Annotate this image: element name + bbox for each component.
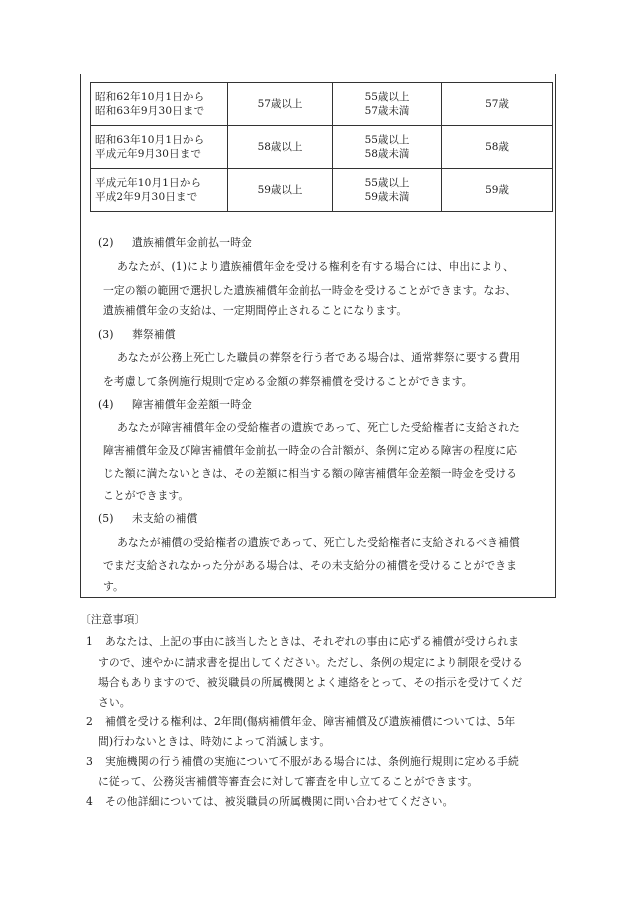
- note-line: に従って、公務災害補償等審査会に対して審査を申し立てることができます。: [98, 775, 479, 788]
- section-line: あなたが、(1)により遺族補償年金を受ける権利を有する場合には、申出により、: [117, 260, 514, 273]
- note-number: 4: [86, 795, 93, 808]
- table-row: [91, 83, 553, 126]
- section-line: あなたが補償の受給権者の遺族であって、死亡した受給権者に支給されるべき補償: [117, 536, 520, 549]
- start-age-cell: 57歳: [442, 83, 553, 126]
- period-cell: 昭和63年10月1日から 平成元年9月30日まで: [91, 126, 228, 169]
- note-line: 場合もありますので、被災職員の所属機関とよく連絡をとって、その指示を受けてくだ: [98, 676, 523, 689]
- section-line: あなたが公務上死亡した職員の葬祭を行う者である場合は、通常葬祭に要する費用: [117, 351, 521, 364]
- section-heading: (5) 未支給の補償: [98, 512, 198, 525]
- period-cell: 平成元年10月1日から 平成2年9月30日まで: [91, 169, 228, 212]
- section-line: 障害補償年金及び障害補償年金前払一時金の合計額が、条例に定める障害の程度に応: [103, 444, 518, 457]
- min-age-cell: 59歳以上: [228, 169, 333, 212]
- note-number: 1: [86, 635, 93, 648]
- notes-heading: 〔注意事項〕: [80, 613, 146, 626]
- note-line: その他詳細については、被災職員の所属機関に問い合わせてください。: [105, 795, 454, 808]
- table-row: [91, 169, 553, 212]
- section-line: す。: [103, 580, 124, 593]
- note-line: 補償を受ける権利は、2年間(傷病補償年金、障害補償及び遺族補償については、5年: [105, 715, 516, 728]
- section-line: あなたが障害補償年金の受給権者の遺族であって、死亡した受給権者に支給された: [117, 421, 520, 434]
- note-line: あなたは、上記の事由に該当したときは、それぞれの事由に応ずる補償が受けられま: [105, 635, 520, 648]
- start-age-cell: 59歳: [442, 169, 553, 212]
- section-line: 一定の額の範囲で選択した遺族補償年金前払一時金を受けることができます。なお、: [103, 284, 517, 297]
- age-range-cell: 55歳以上 58歳未満: [333, 126, 442, 169]
- start-age-cell: 58歳: [442, 126, 553, 169]
- section-heading: (2) 遺族補償年金前払一時金: [98, 236, 252, 249]
- note-number: 3: [86, 755, 93, 768]
- table-row: [91, 126, 553, 169]
- min-age-cell: 57歳以上: [228, 83, 333, 126]
- section-heading: (4) 障害補償年金差額一時金: [98, 398, 252, 411]
- section-heading: (3) 葬祭補償: [98, 328, 176, 341]
- age-eligibility-table: [90, 82, 553, 212]
- note-line: すので、速やかに請求書を提出してください。ただし、条例の規定により制限を受ける: [98, 656, 523, 669]
- age-range-cell: 55歳以上 59歳未満: [333, 169, 442, 212]
- section-line: 遺族補償年金の支給は、一定期間停止されることになります。: [103, 304, 408, 317]
- min-age-cell: 58歳以上: [228, 126, 333, 169]
- section-line: を考慮して条例施行規則で定める金額の葬祭補償を受けることができます。: [103, 375, 473, 388]
- section-line: でまだ支給されなかった分がある場合は、その未支給分の補償を受けることができま: [103, 559, 518, 572]
- note-line: 間)行わないときは、時効によって消滅します。: [98, 735, 331, 748]
- note-number: 2: [86, 715, 93, 728]
- note-line: 実施機関の行う補償の実施について不服がある場合には、条例施行規則に定める手続: [105, 755, 519, 768]
- age-range-cell: 55歳以上 57歳未満: [333, 83, 442, 126]
- note-line: さい。: [98, 696, 131, 709]
- period-cell: 昭和62年10月1日から 昭和63年9月30日まで: [91, 83, 228, 126]
- section-line: じた額に満たないときは、その差額に相当する額の障害補償年金差額一時金を受ける: [103, 467, 518, 480]
- section-line: ことができます。: [103, 489, 190, 502]
